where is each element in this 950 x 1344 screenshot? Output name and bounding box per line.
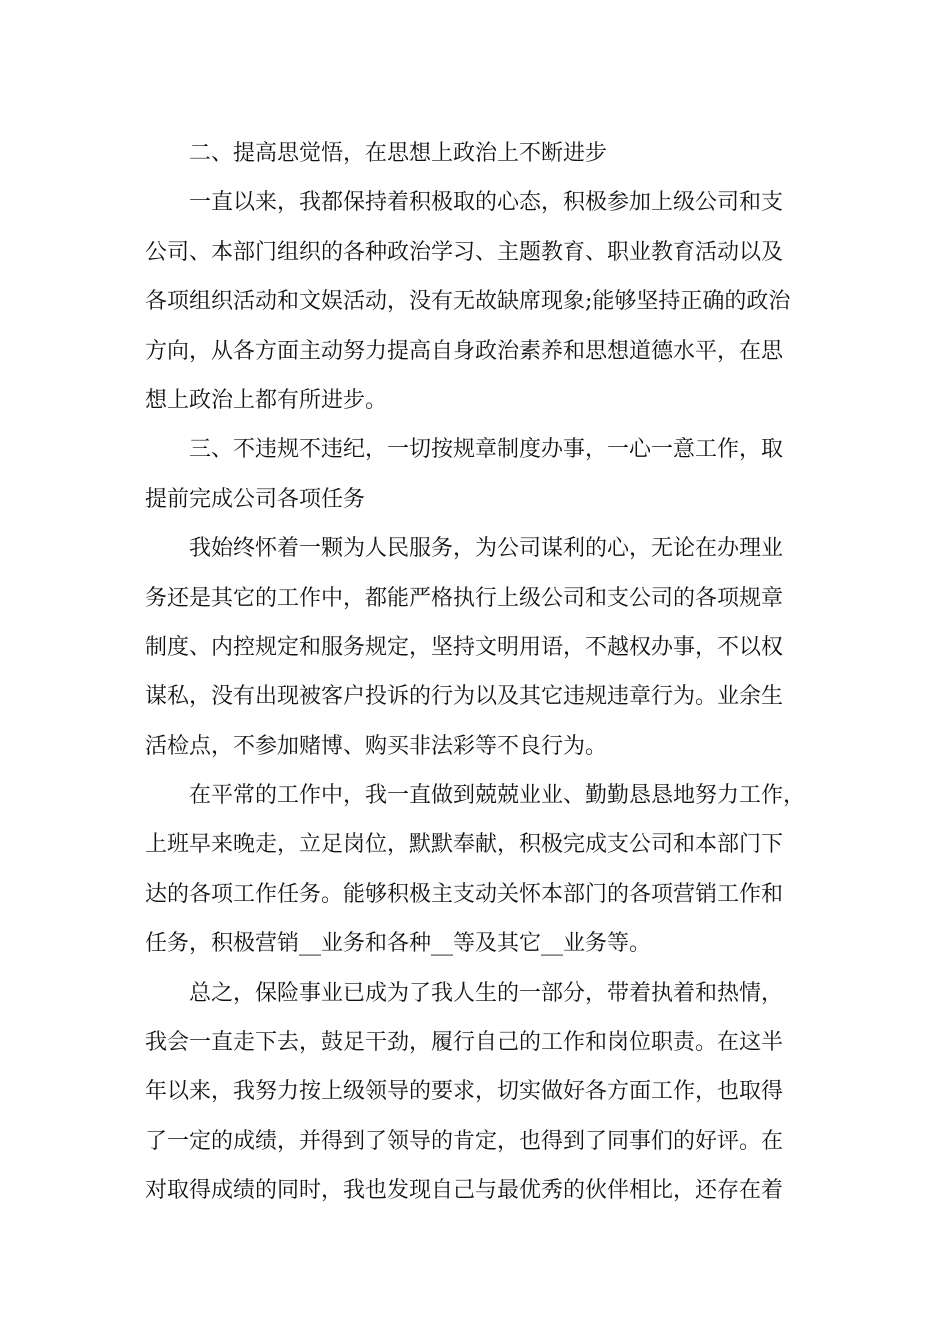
paragraph-line: 公司、本部门组织的各种政治学习、主题教育、职业教育活动以及 xyxy=(145,239,784,265)
paragraph-line: 活检点，不参加赌博、购买非法彩等不良行为。 xyxy=(145,733,608,759)
paragraph-line: 方向，从各方面主动努力提高自身政治素养和思想道德水平，在思 xyxy=(145,338,784,364)
paragraph-line: 谋私，没有出现被客户投诉的行为以及其它违规违章行为。业余生 xyxy=(145,684,784,710)
paragraph-line: 总之，保险事业已成为了我人生的一部分，带着执着和热情， xyxy=(189,980,784,1006)
section-heading-3: 三、不违规不违纪，一切按规章制度办事，一心一意工作，取 xyxy=(189,437,784,463)
paragraph-line: 对取得成绩的同时，我也发现自己与最优秀的伙伴相比，还存在着 xyxy=(145,1178,784,1204)
document-body xyxy=(145,129,815,1216)
paragraph-line: 在平常的工作中，我一直做到兢兢业业、勤勤恳恳地努力工作， xyxy=(189,783,806,809)
paragraph-line: 各项组织活动和文娱活动，没有无故缺席现象;能够坚持正确的政治 xyxy=(145,289,791,315)
paragraph-line: 一直以来，我都保持着积极取的心态，积极参加上级公司和支 xyxy=(189,190,784,216)
section-heading-3-cont: 提前完成公司各项任务 xyxy=(145,486,366,512)
paragraph-line: 务还是其它的工作中，都能严格执行上级公司和支公司的各项规章 xyxy=(145,585,784,611)
paragraph-line: 年以来，我努力按上级领导的要求，切实做好各方面工作，也取得 xyxy=(145,1079,784,1105)
paragraph-line: 任务，积极营销__业务和各种__等及其它__业务等。 xyxy=(145,931,652,957)
paragraph-line: 制度、内控规定和服务规定，坚持文明用语，不越权办事，不以权 xyxy=(145,634,784,660)
paragraph-line: 我始终怀着一颗为人民服务，为公司谋利的心，无论在办理业 xyxy=(189,536,784,562)
paragraph-line: 达的各项工作任务。能够积极主支动关怀本部门的各项营销工作和 xyxy=(145,881,784,907)
section-heading-2: 二、提高思觉悟，在思想上政治上不断进步 xyxy=(189,141,608,166)
paragraph-line: 想上政治上都有所进步。 xyxy=(145,387,388,413)
paragraph-line: 上班早来晚走，立足岗位，默默奉献，积极完成支公司和本部门下 xyxy=(145,832,784,858)
paragraph-line: 了一定的成绩，并得到了领导的肯定，也得到了同事们的好评。在 xyxy=(145,1128,784,1154)
paragraph-line: 我会一直走下去，鼓足干劲，履行自己的工作和岗位职责。在这半 xyxy=(145,1030,784,1056)
